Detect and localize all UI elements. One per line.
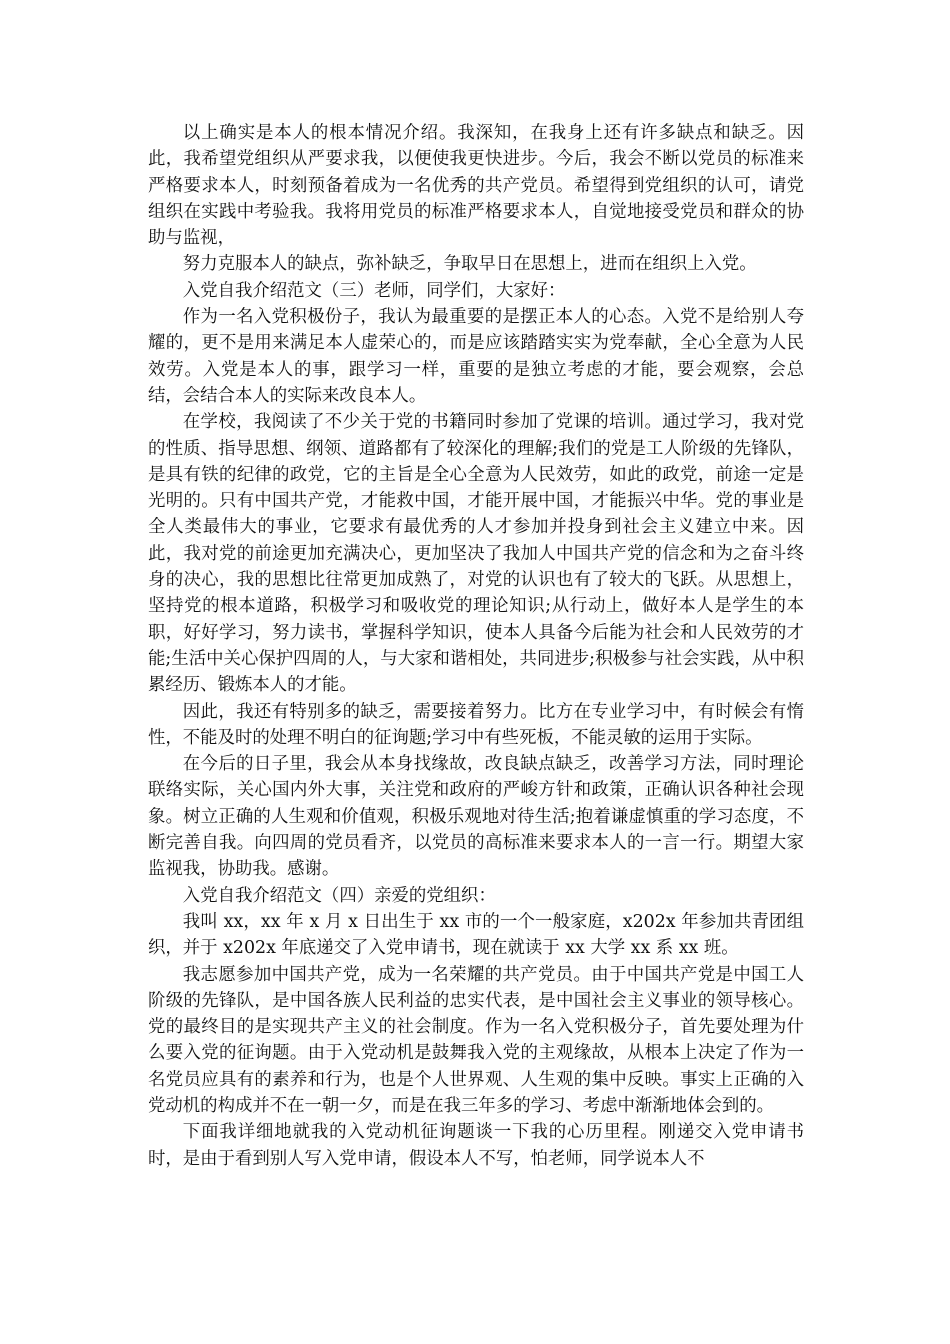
section-heading-sample-three: 入党自我介绍范文（三）老师，同学们，大家好： xyxy=(182,280,566,301)
section-heading-sample-four: 入党自我介绍范文（四）亲爱的党组织： xyxy=(182,885,496,906)
paragraph-future-plans: 在今后的日子里，我会从本身找缘故，改良缺点缺乏，改善学习方法，同时理论联络实际，关心国内外大事，关注党和政府的严峻方针和政策，正确认识各种社会现象。树立正确的人生观和价值观，积极乐观地对待生活;抱着谦虚慎重的学习态度，不断完善自我。向四周的党员看齐，以党员的高标准来要求本人的一言一行。期望大家监视我，协助我。感谢。 xyxy=(148,754,804,880)
paragraph-motivation: 我志愿参加中国共产党，成为一名荣耀的共产党员。由于中国共产党是中国工人阶级的先锋队，是中国各族人民利益的忠实代表，是中国社会主义事业的领导核心。党的最终目的是实现共产主义的社会制度。作为一名入党积极分子，首先要处理为什么要入党的征询题。由于入党动机是鼓舞我入党的主观缘故，从根本上决定了作为一名党员应具有的素养和行为，也是个人世界观、人生观的集中反映。事实上正确的入党动机的构成并不在一朝一夕，而是在我三年多的学习、考虑中渐渐地体会到的。 xyxy=(148,964,804,1116)
paragraph-mindset: 作为一名入党积极份子，我认为最重要的是摆正本人的心态。入党不是给别人夸耀的，更不是用来满足本人虚荣心的，而是应该踏踏实实为党奉献，全心全意为人民效劳。入党是本人的事，跟学习一样，重要的是独立考虑的才能，要会观察，会总结，会结合本人的实际来改良本人。 xyxy=(148,307,804,406)
paragraph-self-summary: 以上确实是本人的根本情况介绍。我深知，在我身上还有许多缺点和缺乏。因此，我希望党组织从严要求我，以便使我更快进步。今后，我会不断以党员的标准来严格要求本人，时刻预备着成为一名优秀的共产党员。希望得到党组织的认可，请党组织在实践中考验我。我将用党员的标准严格要求本人，自觉地接受党员和群众的协助与监视， xyxy=(148,123,804,249)
paragraph-shortcomings: 因此，我还有特别多的缺乏，需要接着努力。比方在专业学习中，有时候会有惰性，不能及时的处理不明白的征询题;学习中有些死板，不能灵敏的运用于实际。 xyxy=(148,701,804,748)
paragraph-journey: 下面我详细地就我的入党动机征询题谈一下我的心历里程。刚递交入党申请书时，是由于看到别人写入党申请，假设本人不写，怕老师，同学说本人不 xyxy=(148,1122,804,1169)
paragraph-school-study: 在学校，我阅读了不少关于党的书籍同时参加了党课的培训。通过学习，我对党的性质、指导思想、纲领、道路都有了较深化的理解;我们的党是工人阶级的先锋队，是具有铁的纪律的政党，它的主旨是全心全意为人民效劳，如此的政党，前途一定是光明的。只有中国共产党，才能救中国，才能开展中国，才能振兴中华。党的事业是全人类最伟大的事业，它要求有最优秀的人才参加并投身到社会主义建立中来。因此，我对党的前途更加充满决心，更加坚决了我加人中国共产党的信念和为之奋斗终身的决心，我的思想比往常更加成熟了，对党的认识也有了较大的飞跃。从思想上，坚持党的根本道路，积极学习和吸收党的理论知识;从行动上，做好本人是学生的本职，好好学习，努力读书，掌握科学知识，使本人具备今后能为社会和人民效劳的才能;生活中关心保护四周的人，与大家和谐相处，共同进步;积极参与社会实践，从中积累经历、锻炼本人的才能。 xyxy=(148,412,804,696)
document-page xyxy=(148,120,804,1172)
paragraph-personal-info: 我叫 xx，xx 年 x 月 x 日出生于 xx 市的一个一般家庭，x202x 年参加共青团组织，并于 x202x 年底递交了入党申请书，现在就读于 xx 大学 xx 系 xx 班。 xyxy=(148,911,804,959)
paragraph-overcome-shortcomings: 努力克服本人的缺点，弥补缺乏，争取早日在思想上，进而在组织上入党。 xyxy=(182,254,757,275)
